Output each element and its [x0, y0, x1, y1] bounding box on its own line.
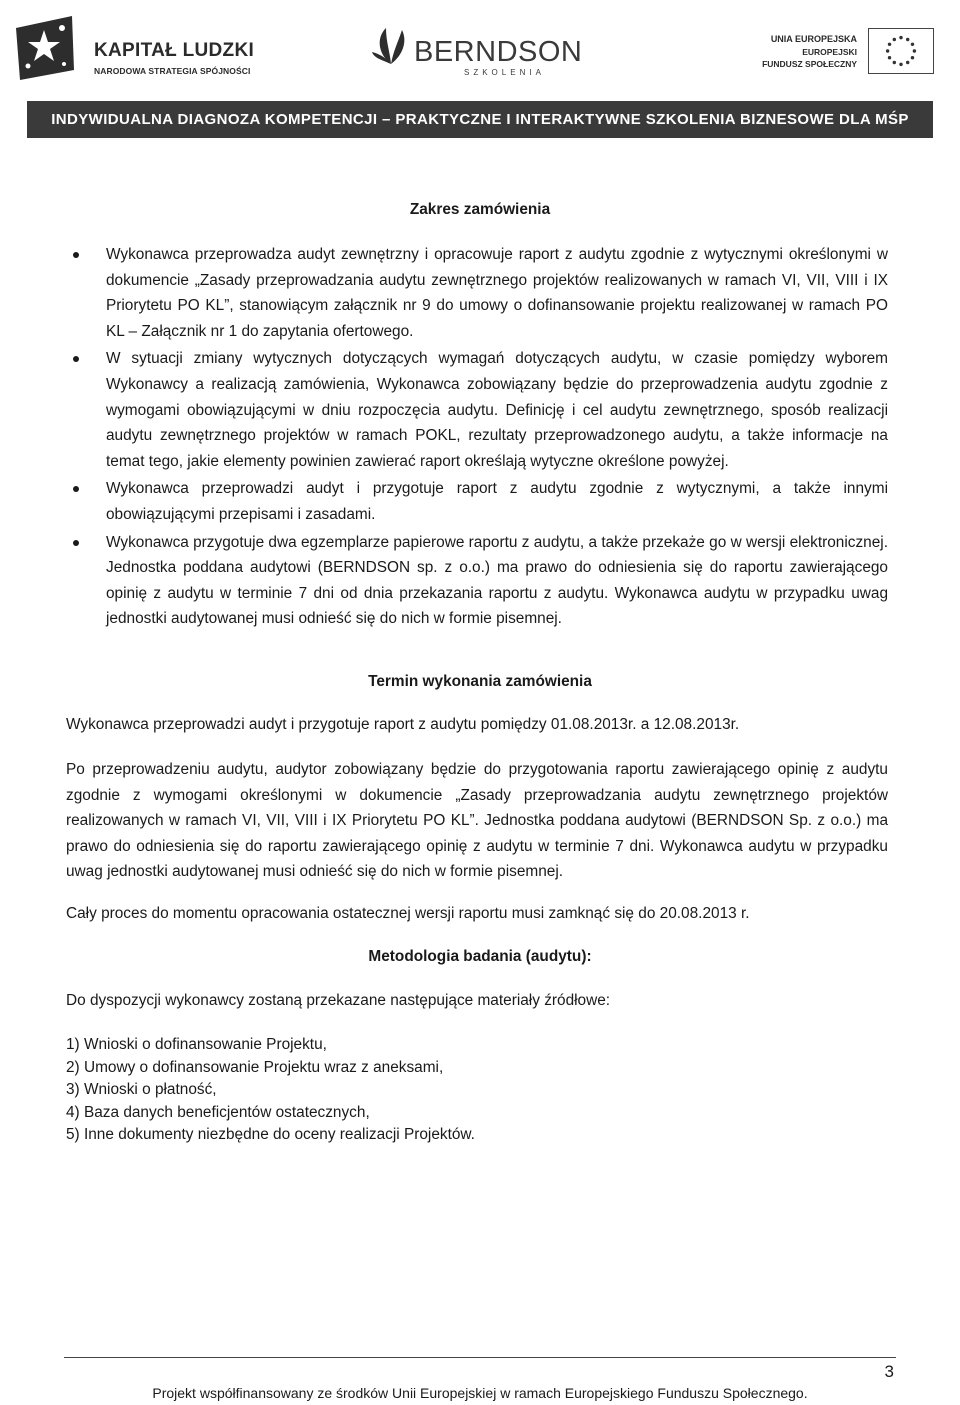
bullet-icon	[73, 252, 79, 258]
list-item	[106, 530, 888, 632]
berndson-name: BERNDSON	[414, 36, 583, 68]
list-item-text: Wykonawca przeprowadza audyt zewnętrzny i opracowuje raport z audytu zgodnie z wytycznymi określonymi w dokumencie „Zasady przeprowadzania audytu zewnętrznego projektów realizowanych w ramach VI, VII, VIII i IX Priorytetu PO KL”, stanowiącym załącznik nr 9 do umowy o dofinansowanie projektu realizowanej w ramach PO KL – Załącznik nr 1 do zapytania ofertowego.	[106, 246, 888, 340]
eu-line-1: UNIA EUROPEJSKA	[770, 34, 857, 44]
deadline-paragraph-3	[66, 901, 888, 927]
paragraph-text: Po przeprowadzeniu audytu, audytor zobowiązany będzie do przygotowania raportu zawierającego opinię z audytu zgodnie z wymogami określonymi w dokumencie „Zasady przeprowadzania audytu zewnętrznego projektów realizowanych w ramach VI, VII, VIII i IX Priorytetu PO KL”. Jednostka poddana audytowi (BERNDSON Sp. z o.o.) ma prawo do odniesienia się do raportu zawierającego opinię z audytu w terminie 7 dni. Wykonawca audytu w przypadku uwag jednostki audytowanej musi odnieść się do nich w formie pisemnej.	[66, 761, 888, 881]
kapital-ludzki-star-icon	[14, 14, 76, 82]
source-materials-list	[66, 1034, 888, 1147]
berndson-leaf-icon	[372, 24, 410, 68]
list-item	[106, 346, 888, 474]
paragraph-text: Do dyspozycji wykonawcy zostaną przekazane następujące materiały źródłowe:	[66, 992, 611, 1009]
paragraph-text: Cały proces do momentu opracowania ostatecznej wersji raportu musi zamknąć się do 20.08.2013 r.	[66, 905, 750, 922]
list-item: 3) Wnioski o płatność,	[66, 1081, 217, 1098]
list-item: 4) Baza danych beneficjentów ostatecznych,	[66, 1103, 370, 1121]
list-item: 1) Wnioski o dofinansowanie Projektu,	[66, 1036, 327, 1053]
bullet-icon	[73, 486, 79, 492]
deadline-paragraph-2	[66, 757, 888, 885]
eu-flag-icon	[868, 28, 934, 74]
list-item-text: Wykonawca przygotuje dwa egzemplarze papierowe raportu z audytu, a także przekaże go w wersji elektronicznej. Jednostka poddana audytowi (BERNDSON sp. z o.o.) ma prawo do odniesienia się do raportu zawierającego opinię z audytu w terminie 7 dni od dnia przekazania raportu z audytu. Wykonawca audytu w przypadku uwag jednostki audytowanej musi odnieść się do nich w formie pisemnej.	[106, 533, 888, 628]
kapital-ludzki-logo	[14, 14, 254, 86]
berndson-logo	[372, 24, 583, 84]
list-item	[106, 476, 888, 527]
list-item	[106, 242, 888, 344]
list-item: 2) Umowy o dofinansowanie Projektu wraz z aneksami,	[66, 1058, 444, 1076]
section-heading-scope: Zakres zamówienia	[409, 201, 551, 218]
footer-note: Projekt współfinansowany ze środków Unii Europejskiej w ramach Europejskiego Funduszu Społecznego.	[152, 1385, 808, 1401]
deadline-paragraph-1	[66, 712, 888, 738]
bullet-icon	[73, 540, 79, 546]
kapital-ludzki-subtitle: NARODOWA STRATEGIA SPÓJNOŚCI	[94, 66, 251, 76]
list-item-text: Wykonawca przeprowadzi audyt i przygotuje raport z audytu zgodnie z wytycznymi, a także innymi obowiązującymi przepisami i zasadami.	[106, 480, 888, 523]
eu-line-2: EUROPEJSKI	[802, 47, 857, 57]
section-heading-methodology: Metodologia badania (audytu):	[368, 948, 592, 965]
kapital-ludzki-title: KAPITAŁ LUDZKI	[94, 40, 255, 61]
section-heading-deadline: Termin wykonania zamówienia	[368, 673, 592, 690]
header-logos	[0, 0, 960, 100]
eu-line-3: FUNDUSZ SPOŁECZNY	[762, 59, 857, 69]
footer-divider	[64, 1357, 896, 1358]
list-item: 5) Inne dokumenty niezbędne do oceny realizacji Projektów.	[66, 1126, 475, 1143]
page-number: 3	[884, 1362, 894, 1381]
list-item-text: W sytuacji zmiany wytycznych dotyczących wymagań dotyczących audytu, w czasie pomiędzy wyborem Wykonawcy a realizacją zamówienia, Wykonawca zobowiązany będzie do przeprowadzenia audytu zgodnie z wymogami obowiązującymi w dniu rozpoczęcia audytu. Definicję i cel audytu zewnętrznego, sposób realizacji audytu zewnętrznego projektów w ramach POKL, rezultaty przeprowadzonego audytu, a także informacje na temat tego, jakie elementy powinien zawierać raport określają wytyczne określone powyżej.	[106, 350, 888, 470]
paragraph-text: Wykonawca przeprowadzi audyt i przygotuje raport z audytu pomiędzy 01.08.2013r. a 12.08.2013r.	[66, 716, 740, 733]
berndson-subtitle: SZKOLENIA	[464, 68, 545, 77]
bullet-icon	[73, 356, 79, 362]
methodology-intro	[66, 988, 888, 1014]
program-banner: INDYWIDUALNA DIAGNOZA KOMPETENCJI – PRAKTYCZNE I INTERAKTYWNE SZKOLENIA BIZNESOWE DLA MŚP	[27, 101, 933, 138]
eu-logo	[762, 28, 937, 80]
scope-bullet-list	[106, 242, 888, 634]
